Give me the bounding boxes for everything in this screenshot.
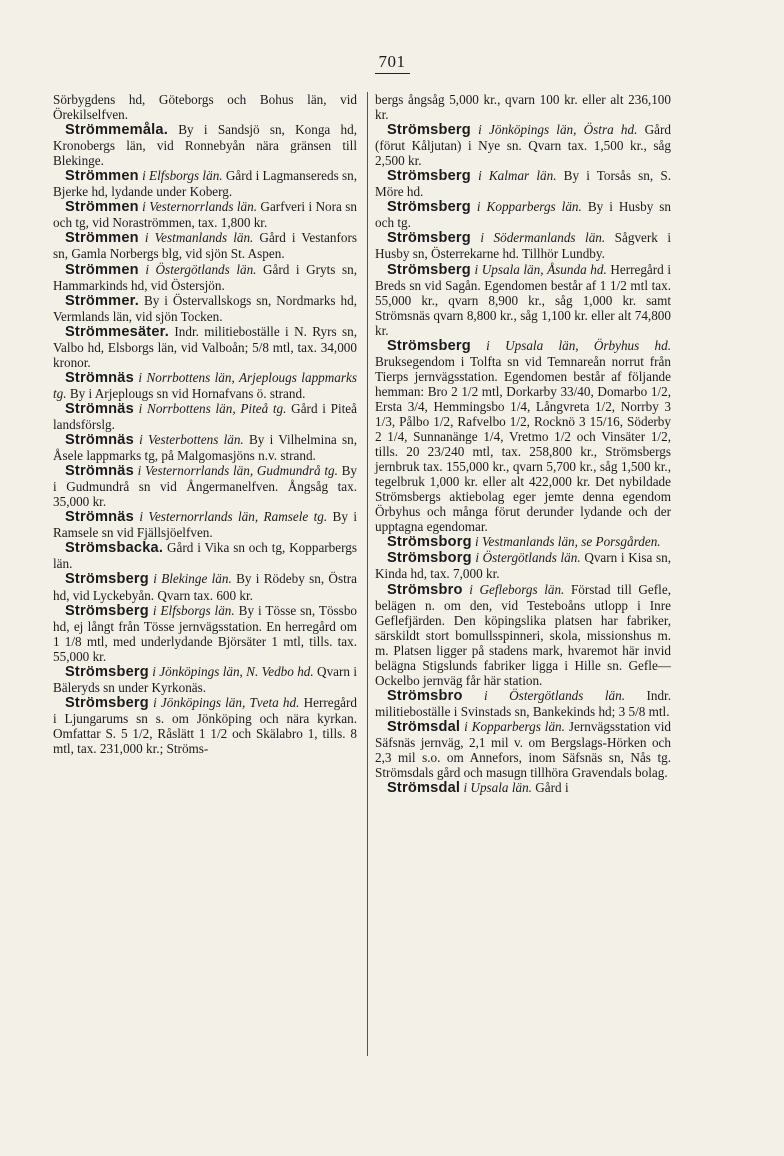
gazetteer-entry [53,571,357,602]
gazetteer-entry [53,540,357,571]
entry-headword: Strömnäs [65,369,134,386]
entry-location: i Elfsborgs län. [142,168,223,184]
entry-headword: Strömsbro [387,581,463,598]
entry-text: Sågverk i Husby sn, Österrekarne hd. Tillhör Lundby. [375,230,671,262]
gazetteer-entry [375,338,671,535]
gazetteer-entry [53,401,357,432]
column-divider [367,92,368,1056]
entry-headword: Strömsberg [65,663,149,680]
entry-headword: Strömsberg [65,694,149,711]
entry-text: Indr. militieboställe i N. Ryrs sn, Valbo hd, Elsborgs län, vid Valboån; 5/8 mtl, tax. 34,000 kronor. [53,323,357,370]
entry-text: bergs ångsåg 5,000 kr., qvarn 100 kr. eller alt 236,100 kr. [375,92,671,123]
entry-text: By i Tösse sn, Tössbo hd, ej långt från Tösse jernvägsstation. En herregård om 1 1/8 mtl, med underlydande Björsäter 1 mtl, tills. tax. 55,000 kr. [53,602,358,664]
gazetteer-entry [53,370,357,401]
gazetteer-entry [53,664,357,695]
gazetteer-entry [375,230,671,261]
entry-text: By i Vilhelmina sn, Åsele lappmarks tg, på Malgomasjöns n.v. strand. [53,432,358,464]
entry-text: By i Ramsele sn vid Fjällsjöelfven. [53,509,357,541]
entry-headword: Strömsberg [387,337,471,354]
entry-text: By i Arjeplougs sn vid Hornafvans ö. strand. [69,385,306,401]
entry-text: Förstad till Gefle, belägen n. om den, vid Testeboåns utlopp i Inre Geflefjärden. Den köpingslika platsen har fabriker, särskildt stort bomullsspinneri, skola, missionshus m. m. Platsen ligger på stadens mark, hvaremot här invid belägna Stigslunds fabriker ligga i Hille sn. Gefle—Ockelbo jernväg får här station. [375,581,671,688]
entry-location: i Upsala län, Åsunda hd. [474,261,607,277]
entry-headword: Strömsberg [65,602,149,619]
entry-text: Gård i [535,780,569,796]
gazetteer-entry [53,463,357,509]
entry-headword: Strömmen [65,199,139,216]
entry-location: i Jönköpings län, N. Vedbo hd. [152,663,314,679]
entry-location: i Kalmar län. [478,168,557,184]
entry-headword: Strömsborg [387,534,472,551]
entry-headword: Strömmer. [65,292,139,309]
entry-headword: Strömnäs [65,463,134,480]
entry-text: Gård (förut Kåljutan) i Nye sn. Qvarn tax. 1,500 kr., såg 2,500 kr. [375,122,671,169]
entry-location: i Vestmanlands län, se Porsgården. [475,534,661,550]
gazetteer-entry [375,122,671,168]
entry-location: i Blekinge län. [153,571,232,587]
entry-text: Gård i Vika sn och tg, Kopparbergs län. [53,540,358,572]
entry-location: i Vestmanlands län. [144,230,254,246]
entry-text: By i Husby sn och tg. [375,199,672,231]
entry-text: Qvarn i Kisa sn, Kinda hd, tax. 7,000 kr. [375,550,672,582]
gazetteer-entry [53,262,357,293]
entry-headword: Strömmesäter. [65,323,169,340]
right-column [375,92,671,796]
entry-headword: Strömsberg [387,261,471,278]
entry-text: Gård i Vestanfors sn, Gamla Norbergs blg, vid sjön St. Aspen. [53,230,358,262]
entry-text: By i Östervallskogs sn, Nordmarks hd, Vermlands län, vid sjön Tocken. [53,292,357,324]
gazetteer-entry [375,719,671,780]
entry-text: Qvarn i Bäleryds sn under Kyrkonäs. [53,663,358,695]
entry-location: i Upsala län. [463,780,532,796]
entry-location: i Norrbottens län, Piteå tg. [138,400,287,416]
gazetteer-entry [375,199,671,230]
entry-text: Jernvägsstation vid Säfsnäs jernväg, 2,1 mil v. om Bergslags-Hörken och 2,3 mil s.o. om Annefors, inom Säfsnäs sn, Nås tg. Strömsdals gård och masugn tillhöra Gravendals bolag. [375,718,672,781]
entry-headword: Strömmemåla. [65,122,168,139]
entry-text: Garfveri i Nora sn och tg, vid Noraströmmen, tax. 1,800 kr. [53,199,358,231]
entry-headword: Strömsdal [387,780,461,797]
entry-location: i Elfsborgs län. [152,602,235,618]
entry-location: i Östergötlands län. [145,261,257,277]
entry-headword: Strömsbro [387,687,463,704]
gazetteer-entry [53,695,357,756]
entry-location: i Vesternorrlands län, Gudmundrå tg. [137,463,338,479]
entry-text: Gård i Piteå landsförslg. [53,400,357,432]
page-number-value: 701 [375,52,410,74]
page-number [0,52,784,74]
gazetteer-entry [53,432,357,463]
entry-text: Gård i Gryts sn, Hammarkinds hd, vid Östersjön. [53,261,357,293]
entry-headword: Strömnäs [65,432,134,449]
entry-location: i Östergötlands län. [475,550,581,566]
entry-headword: Strömsberg [387,122,471,139]
entry-headword: Strömsborg [387,550,472,567]
entry-headword: Strömsberg [387,199,471,216]
entry-location: i Östergötlands län. [484,687,626,703]
entry-text: Gård i Lagmansereds sn, Bjerke hd, lydande under Koberg. [53,168,358,200]
entry-location: i Vesternorrlands län, Ramsele tg. [139,509,328,525]
entry-text: Herregård i Breds sn vid Sagån. Egendomen består af 1 1/2 mtl tax. 55,000 kr., qvarn 8,900 kr., såg 1,000 kr. samt Strömsnäs qvarn 8,800 kr., såg 1,100 kr. eller alt 74,800 kr. [375,261,672,338]
entry-location: i Jönköpings län, Tveta hd. [153,694,300,710]
gazetteer-entry [53,199,357,230]
gazetteer-entry [53,603,357,664]
entry-text: Indr. militieboställe i Svinstads sn, Bankekinds hd; 3 5/8 mtl. [375,687,672,719]
entry-location: i Norrbottens län, Arjeplougs lappmarks tg. [53,369,357,401]
entry-location: i Kopparbergs län. [476,199,582,215]
gazetteer-entry [53,509,357,540]
gazetteer-entry [375,582,671,688]
entry-location: i Vesterbottens län. [139,432,244,448]
entry-continuation [53,92,357,122]
gazetteer-entry [53,122,357,168]
entry-text: Bruksegendom i Tolfta sn vid Temnareån norrut från Tierps jernvägsstation. Egendomen består af följande hemman: Bro 2 1/2 mtl, Dorkarby 33/40, Domarbo 1/2, Ersta 3/4, Hemmingsbo 1/4, Långvreta 1/2, Norrby 3 1/3, Pålbo 1/2, Rafvelbo 1/2, Rocknö 3 15/16, Söderby 2 1/4, Sunnanänge 1/4, Vretmo 1/2 och Vinsäter 1/2, tills. 20 23/240 mtl, tax. 258,800 kr., Strömsbergs jernbruk tax. 155,000 kr., qvarn 5,700 kr., såg 1,500 kr., tegelbruk 1,000 kr. eller alt 422,000 kr. Det nybildade Strömsbergs aktiebolag eger jemte denna egendom Örbyhus och många förut derunder lydande och der upptagna egendomar. [375,353,671,535]
entry-text: By i Sandsjö sn, Konga hd, Kronobergs län, vid Ronnebyån nära gränsen till Blekinge. [53,122,358,169]
entry-headword: Strömmen [65,230,139,247]
entry-headword: Strömsberg [65,571,149,588]
entry-text: By i Gudmundrå sn vid Ångermanelfven. Ångsåg tax. 35,000 kr. [53,463,357,510]
entry-headword: Strömnäs [65,400,134,417]
gazetteer-entry [375,688,671,719]
gazetteer-entry [53,230,357,261]
entry-headword: Strömmen [65,168,139,185]
gazetteer-entry [375,534,671,550]
entry-text: Sörbygdens hd, Göteborgs och Bohus län, vid Örekilselfven. [53,92,357,123]
entry-location: i Upsala län, Örbyhus hd. [486,337,672,353]
entry-continuation [375,92,671,122]
gazetteer-entry [375,168,671,199]
entry-headword: Strömsdal [387,718,461,735]
entry-location: i Jönköpings län, Östra hd. [478,122,638,138]
entry-headword: Strömsberg [387,168,471,185]
entry-location: i Kopparbergs län. [464,718,565,734]
entry-text: By i Rödeby sn, Östra hd, vid Lyckebyån. Qvarn tax. 600 kr. [53,571,357,603]
left-column [53,92,357,756]
entry-location: i Vesternorrlands län. [142,199,258,215]
gazetteer-entry [53,168,357,199]
entry-headword: Strömmen [65,261,139,278]
entry-headword: Strömsberg [387,230,471,247]
entry-location: i Södermanlands län. [480,230,606,246]
gazetteer-entry [375,550,671,581]
entry-headword: Strömsbacka. [65,540,164,557]
entry-text: By i Torsås sn, S. Möre hd. [375,168,671,200]
entry-text: Herregård i Ljungarums sn s. om Jönköping och nära kyrkan. Omfattar S. 5 1/2, Råslätt 1 1/2 och Skälabro 1, tills. 8 mtl, tax. 231,000 kr.; Ströms- [53,694,358,756]
gazetteer-entry [375,780,671,796]
entry-headword: Strömnäs [65,509,134,526]
gazetteer-entry [53,293,357,324]
entry-location: i Gefleborgs län. [469,581,565,597]
gazetteer-entry [375,262,671,338]
gazetteer-entry [53,324,357,370]
